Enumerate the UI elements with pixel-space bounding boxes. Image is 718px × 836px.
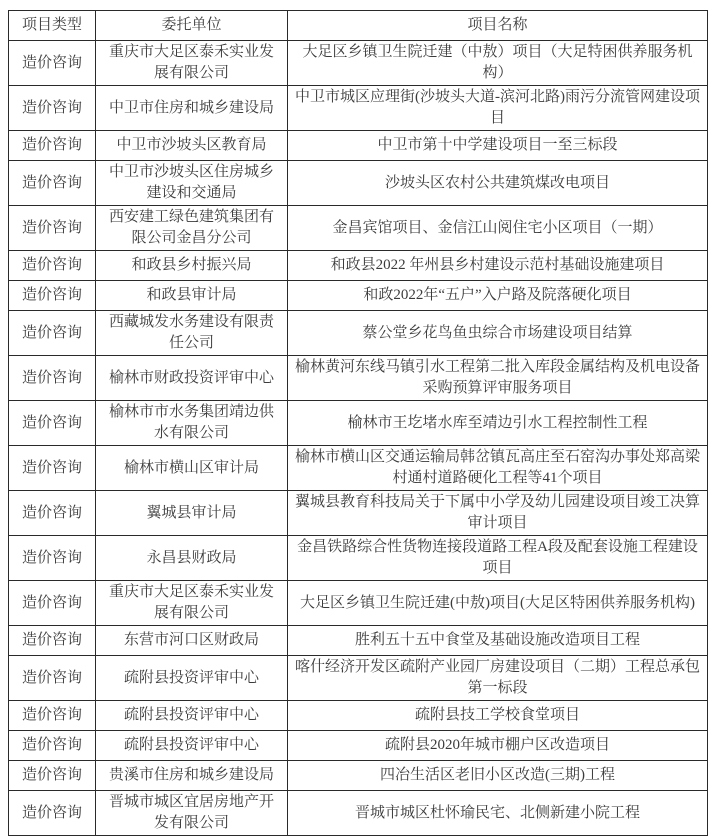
cell-project-type: 造价咨询 (9, 491, 96, 536)
table-row (9, 41, 708, 86)
table-row (9, 761, 708, 791)
header-client-unit: 委托单位 (96, 11, 288, 41)
cell-client-unit: 榆林市财政投资评审中心 (96, 356, 288, 401)
cell-project-name: 晋城市城区杜怀瑜民宅、北侧新建小院工程 (288, 791, 708, 836)
cell-project-type: 造价咨询 (9, 161, 96, 206)
table-row (9, 161, 708, 206)
table-row (9, 626, 708, 656)
table-body (9, 41, 708, 836)
table-row (9, 656, 708, 701)
cell-project-type: 造价咨询 (9, 401, 96, 446)
table-row (9, 401, 708, 446)
cell-project-type: 造价咨询 (9, 131, 96, 161)
cell-project-name: 四冶生活区老旧小区改造(三期)工程 (288, 761, 708, 791)
cell-project-name: 和政县2022 年州县乡村建设示范村基础设施建项目 (288, 251, 708, 281)
cell-project-name: 胜利五十五中食堂及基础设施改造项目工程 (288, 626, 708, 656)
cell-client-unit: 榆林市横山区审计局 (96, 446, 288, 491)
table-row (9, 791, 708, 836)
cell-project-name: 中卫市城区应理街(沙坡头大道-滨河北路)雨污分流管网建设项目 (288, 86, 708, 131)
table-row (9, 581, 708, 626)
cell-project-name: 翼城县教育科技局关于下属中小学及幼儿园建设项目竣工决算审计项目 (288, 491, 708, 536)
cell-client-unit: 东营市河口区财政局 (96, 626, 288, 656)
table-row (9, 491, 708, 536)
cell-project-name: 榆林市王圪堵水库至靖边引水工程控制性工程 (288, 401, 708, 446)
cell-project-name: 和政2022年“五户”入户路及院落硬化项目 (288, 281, 708, 311)
cell-project-name: 金昌铁路综合性货物连接段道路工程A段及配套设施工程建设项目 (288, 536, 708, 581)
cell-client-unit: 中卫市沙坡头区住房城乡建设和交通局 (96, 161, 288, 206)
cell-client-unit: 疏附县投资评审中心 (96, 701, 288, 731)
table-row (9, 701, 708, 731)
cell-project-type: 造价咨询 (9, 791, 96, 836)
table-row (9, 281, 708, 311)
cell-project-type: 造价咨询 (9, 731, 96, 761)
cell-project-type: 造价咨询 (9, 761, 96, 791)
cell-project-type: 造价咨询 (9, 86, 96, 131)
cell-project-type: 造价咨询 (9, 581, 96, 626)
cell-project-name: 金昌宾馆项目、金信江山阅住宅小区项目（一期） (288, 206, 708, 251)
cell-project-type: 造价咨询 (9, 281, 96, 311)
cell-project-type: 造价咨询 (9, 41, 96, 86)
cell-project-name: 榆林黄河东线马镇引水工程第二批入库段金属结构及机电设备采购预算评审服务项目 (288, 356, 708, 401)
cell-client-unit: 贵溪市住房和城乡建设局 (96, 761, 288, 791)
cell-client-unit: 晋城市城区宜居房地产开发有限公司 (96, 791, 288, 836)
cell-project-name: 大足区乡镇卫生院迁建（中敖）项目（大足特困供养服务机构） (288, 41, 708, 86)
cell-client-unit: 和政县乡村振兴局 (96, 251, 288, 281)
cell-project-type: 造价咨询 (9, 206, 96, 251)
project-table (8, 10, 708, 836)
header-row (9, 11, 708, 41)
cell-project-name: 疏附县2020年城市棚户区改造项目 (288, 731, 708, 761)
table-row (9, 446, 708, 491)
cell-client-unit: 永昌县财政局 (96, 536, 288, 581)
cell-project-name: 大足区乡镇卫生院迁建(中敖)项目(大足区特困供养服务机构) (288, 581, 708, 626)
cell-project-name: 疏附县技工学校食堂项目 (288, 701, 708, 731)
cell-project-name: 沙坡头区农村公共建筑煤改电项目 (288, 161, 708, 206)
cell-client-unit: 翼城县审计局 (96, 491, 288, 536)
cell-client-unit: 疏附县投资评审中心 (96, 656, 288, 701)
cell-project-name: 蔡公堂乡花鸟鱼虫综合市场建设项目结算 (288, 311, 708, 356)
cell-project-type: 造价咨询 (9, 311, 96, 356)
cell-project-type: 造价咨询 (9, 626, 96, 656)
header-project-name: 项目名称 (288, 11, 708, 41)
table-row (9, 131, 708, 161)
table-row (9, 86, 708, 131)
cell-client-unit: 疏附县投资评审中心 (96, 731, 288, 761)
cell-client-unit: 重庆市大足区泰禾实业发展有限公司 (96, 41, 288, 86)
cell-project-name: 榆林市横山区交通运输局韩岔镇瓦高庄至石窑沟办事处郑高梁村通村道路硬化工程等41个项目 (288, 446, 708, 491)
table-header (9, 11, 708, 41)
cell-client-unit: 和政县审计局 (96, 281, 288, 311)
cell-project-type: 造价咨询 (9, 536, 96, 581)
table-row (9, 536, 708, 581)
cell-project-type: 造价咨询 (9, 701, 96, 731)
table-row (9, 731, 708, 761)
cell-client-unit: 中卫市住房和城乡建设局 (96, 86, 288, 131)
cell-client-unit: 西藏城发水务建设有限责任公司 (96, 311, 288, 356)
cell-project-name: 喀什经济开发区疏附产业园厂房建设项目（二期）工程总承包第一标段 (288, 656, 708, 701)
table-row (9, 251, 708, 281)
cell-client-unit: 榆林市市水务集团靖边供水有限公司 (96, 401, 288, 446)
table-row (9, 311, 708, 356)
cell-project-type: 造价咨询 (9, 446, 96, 491)
cell-client-unit: 重庆市大足区泰禾实业发展有限公司 (96, 581, 288, 626)
cell-project-name: 中卫市第十中学建设项目一至三标段 (288, 131, 708, 161)
table-row (9, 206, 708, 251)
header-project-type: 项目类型 (9, 11, 96, 41)
cell-client-unit: 西安建工绿色建筑集团有限公司金昌分公司 (96, 206, 288, 251)
cell-project-type: 造价咨询 (9, 356, 96, 401)
cell-project-type: 造价咨询 (9, 251, 96, 281)
cell-project-type: 造价咨询 (9, 656, 96, 701)
table-row (9, 356, 708, 401)
cell-client-unit: 中卫市沙坡头区教育局 (96, 131, 288, 161)
